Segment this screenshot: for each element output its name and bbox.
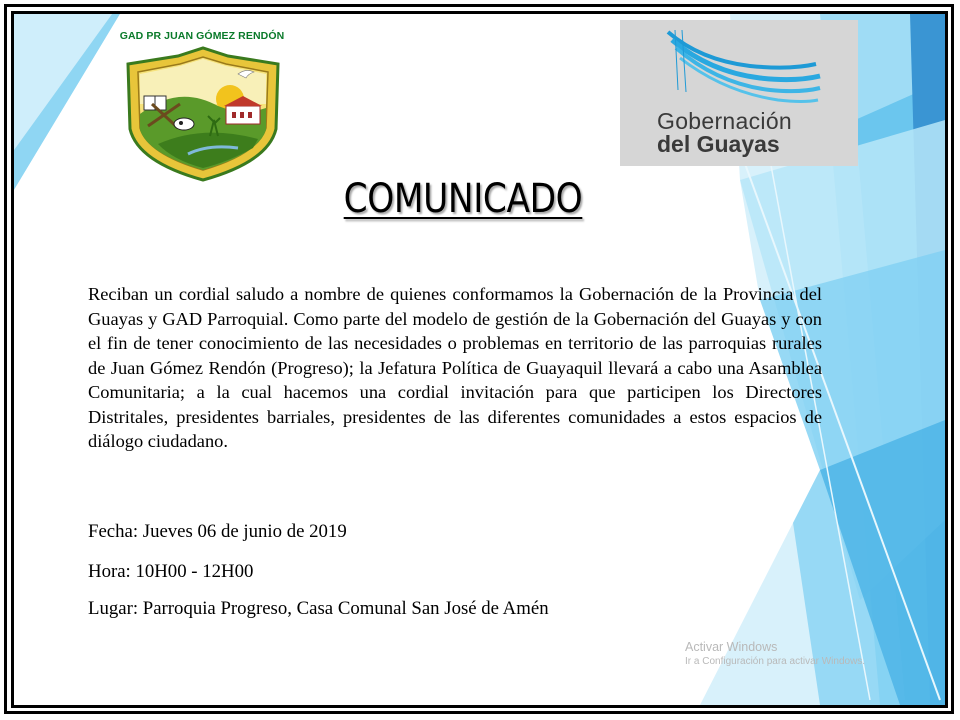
gobernacion-logo-line1: Gobernación xyxy=(657,108,792,134)
org-label: GAD PR JUAN GÓMEZ RENDÓN xyxy=(119,30,285,42)
watermark-title: Activar Windows xyxy=(685,640,778,654)
watermark-subtitle: Ir a Configuración para activar Windows. xyxy=(685,656,866,667)
event-time: Hora: 10H00 - 12H00 xyxy=(88,561,254,582)
gobernacion-logo-line2-text: del Guayas xyxy=(657,131,780,157)
windows-activation-watermark xyxy=(685,640,865,667)
gobernacion-logo xyxy=(620,20,858,166)
gobernacion-logo-line2 xyxy=(657,131,780,158)
body-paragraph: Reciban un cordial saludo a nombre de quienes conformamos la Gobernación de la Provincia del Guayas y GAD Parroquial. Como parte del modelo de gestión de la Gobernación del Guayas y con el fin de tener conocimiento de las necesidades o problemas en territorio de las parroquias rurales de Juan Gómez Rendón (Progreso); la Jefatura Política de Guayaquil llevará a cabo una Asamblea Comunitaria; a la cual hacemos una cordial invitación para que participen los Directores Distritales, presidentes barriales, presidentes de las diferentes comunidades a estos espacios de diálogo ciudadano. xyxy=(88,284,822,451)
event-date: Fecha: Jueves 06 de junio de 2019 xyxy=(88,521,347,542)
event-place: Lugar: Parroquia Progreso, Casa Comunal San José de Amén xyxy=(88,598,549,619)
page-title: COMUNICADO xyxy=(343,176,583,222)
crest-logo xyxy=(118,44,288,184)
